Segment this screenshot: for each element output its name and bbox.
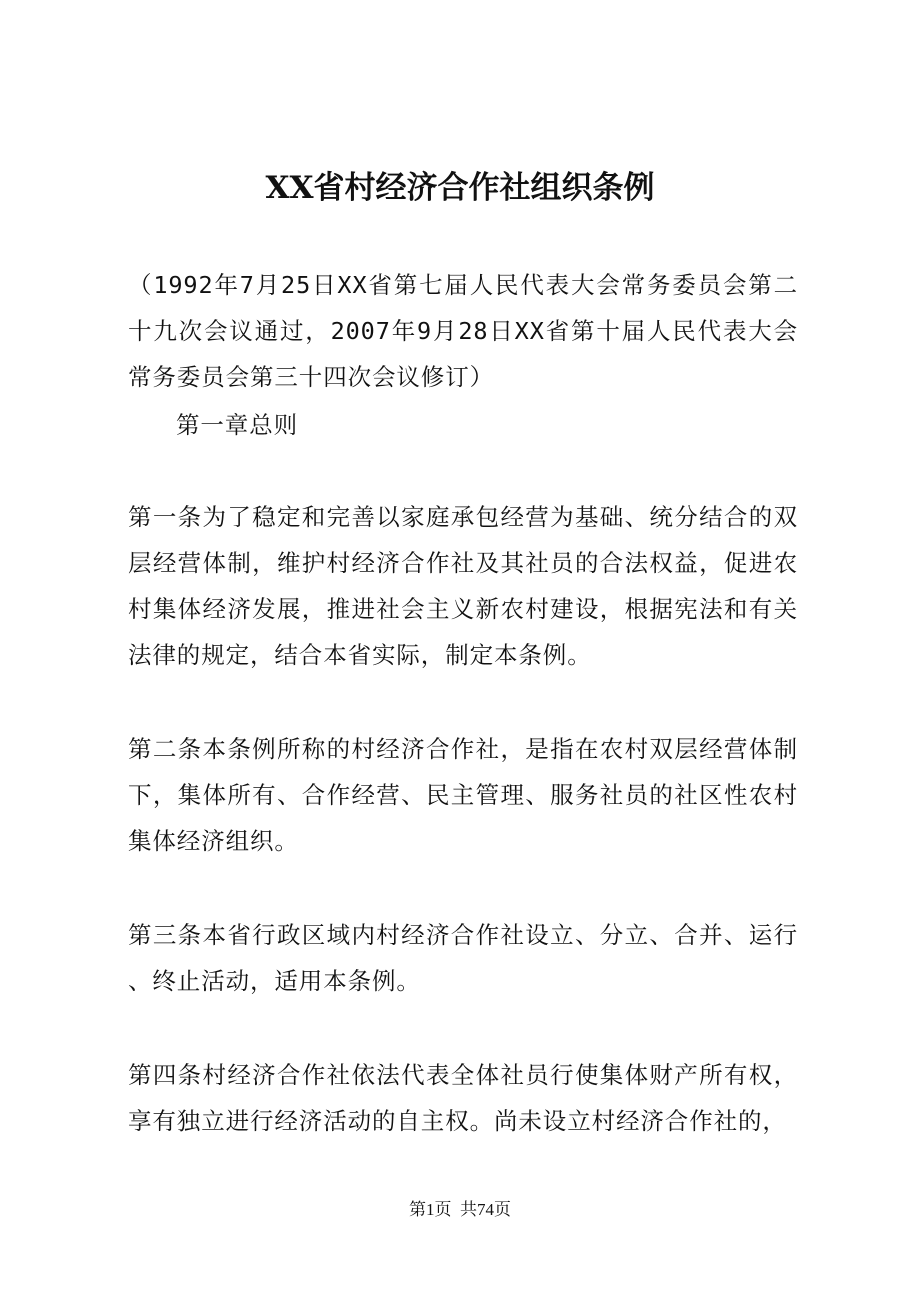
article-4: 第四条村经济合作社依法代表全体社员行使集体财产所有权，享有独立进行经济活动的自主权。尚未设立村经济合作社的， — [128, 1061, 798, 1135]
article-2: 第二条本条例所称的村经济合作社，是指在农村双层经营体制下，集体所有、合作经营、民主管理、服务社员的社区性农村集体经济组织。 — [128, 735, 798, 855]
page-footer — [0, 1198, 920, 1222]
chapter-heading: 第一章总则 — [176, 411, 298, 439]
article-3: 第三条本省行政区域内村经济合作社设立、分立、合并、运行、终止活动，适用本条例。 — [128, 921, 798, 995]
article-1: 第一条为了稳定和完善以家庭承包经营为基础、统分结合的双层经营体制，维护村经济合作社及其社员的合法权益，促进农村集体经济发展，推进社会主义新农村建设，根据宪法和有关法律的规定，结合本省实际，制定本条例。 — [128, 503, 798, 669]
document-preamble: （1992年7月25日XX省第七届人民代表大会常务委员会第二十九次会议通过，2007年9月28日XX省第十届人民代表大会常务委员会第三十四次会议修订） — [128, 271, 798, 391]
page-number: 第1页 — [409, 1200, 452, 1219]
page-total: 共74页 — [460, 1200, 511, 1219]
document-title: XX省村经济合作社组织条例 — [265, 170, 655, 206]
